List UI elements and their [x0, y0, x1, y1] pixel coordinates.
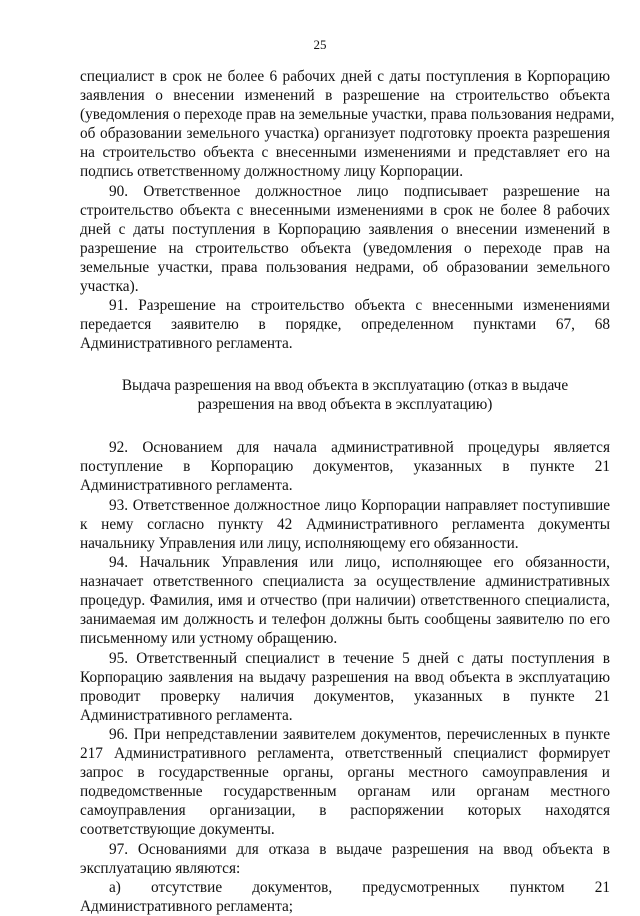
text-line: начальнику Управления или лицу, исполняющему его обязанности. [80, 535, 519, 552]
text-line: письменному или устному обращению. [80, 630, 338, 647]
paragraph-95: 95. Ответственный специалист в течение 5 дней с даты поступления в [109, 650, 610, 667]
text-line: занимаемая им должность и телефон должны быть сообщены заявителю по его [80, 611, 610, 628]
list-item-a: а) отсутствие документов, предусмотренных пунктом 21 [109, 879, 610, 896]
text-line: подпись ответственному должностному лицу Корпорации. [80, 163, 464, 180]
page-number: 25 [313, 37, 327, 52]
text-line: дней с даты поступления в Корпорацию заявления о внесении изменений в [80, 221, 610, 238]
text-line: поступление в Корпорацию документов, указанных в пункте 21 [80, 458, 610, 475]
text-line: проводит проверку наличия документов, указанных в пункте 21 [80, 688, 610, 705]
text-line: Административного регламента. [80, 707, 293, 724]
paragraph-94: 94. Начальник Управления или лицо, исполняющее его обязанности, [109, 554, 610, 571]
section-heading: разрешения на ввод объекта в эксплуатацию) [197, 396, 493, 413]
text-line: Административного регламента; [80, 898, 293, 915]
text-line: к нему согласно пункту 42 Административного регламента документы [80, 516, 610, 533]
text-line: специалист в срок не более 6 рабочих дней с даты поступления в Корпорацию [80, 68, 610, 85]
text-line: разрешение на строительство объекта (уведомления о переходе прав на [80, 240, 610, 257]
paragraph-93: 93. Ответственное должностное лицо Корпорации направляет поступившие [109, 497, 610, 514]
text-line: земельные участки, права пользования недрами, об образовании земельного [80, 259, 610, 276]
text-line: процедур. Фамилия, имя и отчество (при наличии) ответственного специалиста, [80, 592, 610, 609]
section-heading: Выдача разрешения на ввод объекта в эксплуатацию (отказ в выдаче [121, 377, 569, 394]
text-line: Корпорацию заявления на выдачу разрешения на ввод объекта в эксплуатацию [80, 669, 610, 686]
text-line: Административного регламента. [80, 477, 293, 494]
text-line: передается заявителю в порядке, определенном пунктами 67, 68 [80, 316, 610, 333]
text-line: эксплуатацию являются: [80, 860, 241, 877]
text-line: назначает ответственного специалиста за осуществление административных [80, 573, 610, 590]
paragraph-92: 92. Основанием для начала административной процедуры является [109, 439, 610, 456]
text-line: соответствующие документы. [80, 821, 275, 838]
text-line: об образовании земельного участка) организует подготовку проекта разрешения [80, 125, 610, 142]
paragraph-96: 96. При непредставлении заявителем документов, перечисленных в пункте [109, 726, 610, 743]
text-line: Административного регламента. [80, 335, 293, 352]
text-line: участка). [80, 278, 139, 295]
text-line: запрос в государственные органы, органы местного самоуправления и [80, 764, 610, 781]
text-line: заявления о внесении изменений в разрешение на строительство объекта [80, 87, 610, 104]
text-line: (уведомления о переходе прав на земельные участки, права пользования недрами, [80, 106, 615, 123]
text-line: подведомственные государственным органам или органам местного [80, 783, 610, 800]
text-line: на строительство объекта с внесенными изменениями и представляет его на [80, 144, 610, 161]
text-line: строительство объекта с внесенными изменениями в срок не более 8 рабочих [80, 202, 610, 219]
paragraph-91: 91. Разрешение на строительство объекта с внесенными изменениями [109, 297, 610, 314]
paragraph-97: 97. Основаниями для отказа в выдаче разрешения на ввод объекта в [109, 841, 610, 858]
text-line: 217 Административного регламента, ответственный специалист формирует [80, 745, 610, 762]
text-line: самоуправления организации, в распоряжении которых находятся [80, 802, 610, 819]
paragraph-90: 90. Ответственное должностное лицо подписывает разрешение на [109, 183, 610, 200]
